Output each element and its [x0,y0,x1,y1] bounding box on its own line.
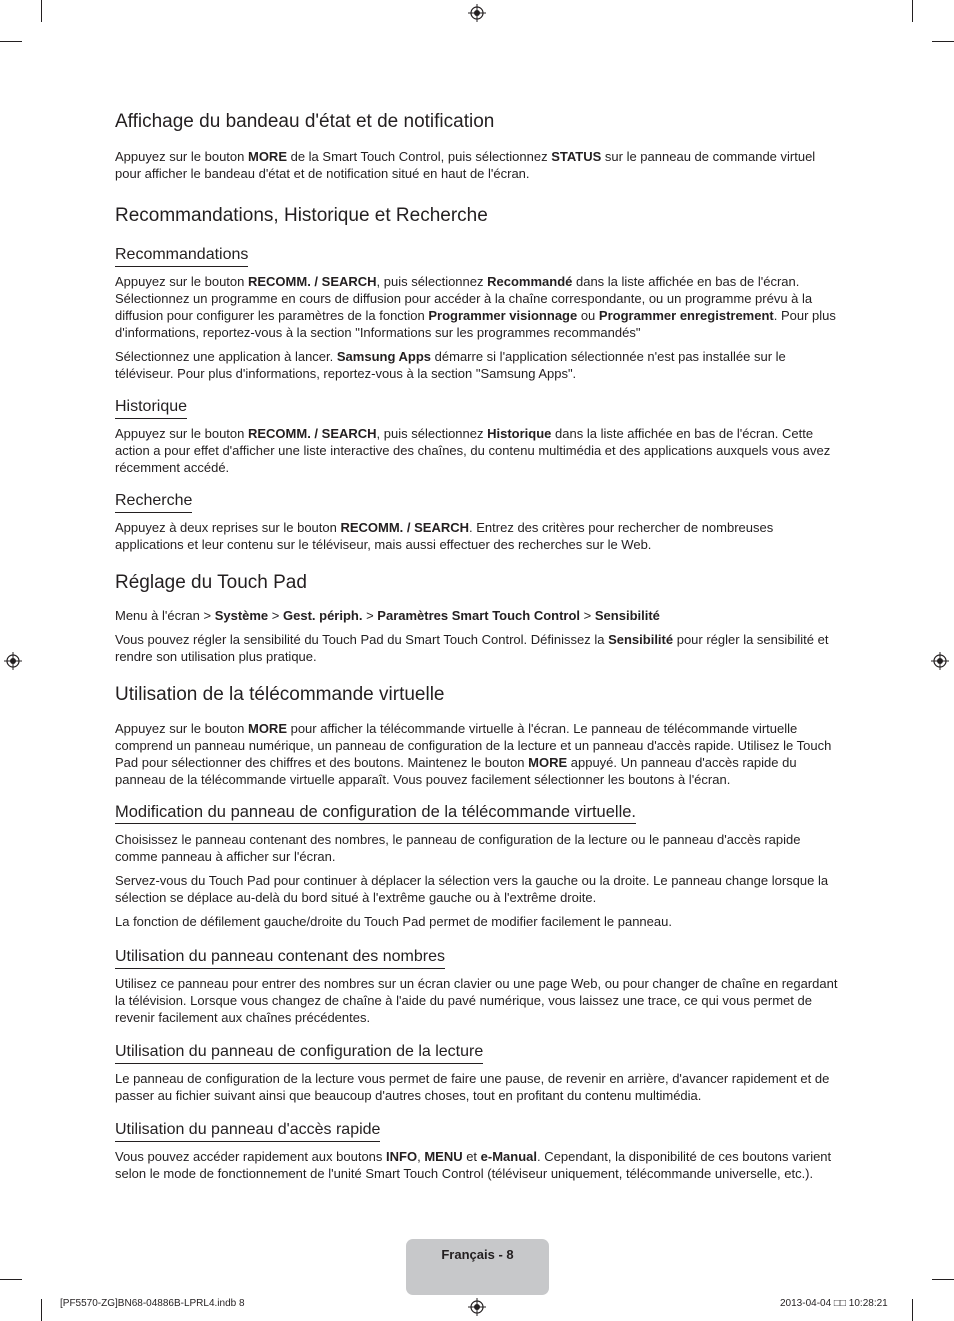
subsection-title-recommandations: Recommandations [115,244,248,267]
crop-mark [41,1299,42,1321]
registration-mark-icon [468,1298,486,1316]
modification-paragraph-3: La fonction de défilement gauche/droite du Touch Pad permet de modifier facilement le panneau. [115,914,672,929]
registration-mark-icon [468,4,486,22]
modification-paragraph-1: Choisissez le panneau contenant des nombres, le panneau de configuration de la lecture ou le panneau d'accès rapide comme panneau à afficher sur l'écran. [115,832,801,864]
touchpad-menu-path: Menu à l'écran > Système > Gest. périph. > Paramètres Smart Touch Control > Sensibilité [115,608,660,623]
crop-mark [932,41,954,42]
registration-mark-icon [931,652,949,670]
lecture-paragraph: Le panneau de configuration de la lecture vous permet de faire une pause, de revenir en arrière, d'avancer rapidement et de passer au fichier suivant ainsi que beaucoup d'autres choses, tout en profitant du contenu multimédia. [115,1071,830,1103]
page-number-label: Français - 8 [441,1247,514,1262]
crop-mark [0,1279,22,1280]
historique-paragraph: Appuyez sur le bouton RECOMM. / SEARCH, puis sélectionnez Historique dans la liste affichée en bas de l'écran. Cette action a pour effet d'afficher une liste interactive des chaînes, du contenu multimédia et des applications auxquels vous avez récemment accédé. [115,426,831,475]
rapide-paragraph: Vous pouvez accéder rapidement aux boutons INFO, MENU et e-Manual. Cependant, la disponibilité de ces boutons varient selon le mode de fonctionnement de l'unité Smart Touch Control (téléviseur uniquement, télécommande universelle, etc.). [115,1149,832,1181]
print-slug-right: 2013-04-04 □□ 10:28:21 [780,1298,888,1309]
crop-mark [912,1299,913,1321]
subsection-title-recherche: Recherche [115,490,192,513]
registration-mark-icon [4,652,22,670]
modification-paragraph-2: Servez-vous du Touch Pad pour continuer à déplacer la sélection vers la gauche ou la droite. Le panneau change lorsque la sélection se déplace au-delà du bord situé à l'extrême gauche ou à l'extrême droite. [115,873,829,905]
crop-mark [912,0,913,22]
crop-mark [0,41,22,42]
section-title-recommandations: Recommandations, Historique et Recherche [115,205,488,226]
subsection-title-rapide: Utilisation du panneau d'accès rapide [115,1119,380,1142]
subsection-title-modification: Modification du panneau de configuration de la télécommande virtuelle. [115,801,636,824]
print-slug-left: [PF5570-ZG]BN68-04886B-LPRL4.indb 8 [60,1298,245,1309]
subsection-title-historique: Historique [115,396,187,419]
recherche-paragraph: Appuyez à deux reprises sur le bouton RECOMM. / SEARCH. Entrez des critères pour rechercher de nombreuses applications et leur contenu sur le téléviseur, mais aussi effectuer des recherches sur le Web. [115,520,774,552]
crop-mark [41,0,42,22]
virtuelle-paragraph: Appuyez sur le bouton MORE pour afficher la télécommande virtuelle à l'écran. Le panneau de télécommande virtuelle comprend un panneau numérique, un panneau de configuration de la lecture et un panneau d'accès rapide. Utilisez le Touch Pad pour sélectionner des chiffres et des boutons. Maintenez le bouton MORE appuyé. Un panneau d'accès rapide du panneau de la télécommande virtuelle apparaît. Vous pouvez facilement sélectionner les boutons à l'écran. [115,721,832,787]
status-paragraph: Appuyez sur le bouton MORE de la Smart Touch Control, puis sélectionnez STATUS sur le panneau de commande virtuel pour afficher le bandeau d'état et de notification situé en haut de l'écran. [115,149,816,181]
page-content [115,108,839,1182]
recommandations-paragraph-1: Appuyez sur le bouton RECOMM. / SEARCH, puis sélectionnez Recommandé dans la liste affichée en bas de l'écran. Sélectionnez un programme en cours de diffusion pour accéder à la chaîne correspondante, ou un programme prévu à la diffusion pour configurer les paramètres de la fonction Programmer visionnage ou Programmer enregistrement. Pour plus d'informations, reportez-vous à la section "Informations sur les programmes recommandés" [115,274,836,340]
section-title-status: Affichage du bandeau d'état et de notification [115,111,495,132]
subsection-title-lecture: Utilisation du panneau de configuration de la lecture [115,1041,483,1064]
page-number-tab [406,1239,549,1295]
crop-mark [932,1279,954,1280]
subsection-title-nombres: Utilisation du panneau contenant des nombres [115,946,445,969]
section-title-virtuelle: Utilisation de la télécommande virtuelle [115,684,445,705]
recommandations-paragraph-2: Sélectionnez une application à lancer. Samsung Apps démarre si l'application sélectionnée n'est pas installée sur le téléviseur. Pour plus d'informations, reportez-vous à la section "Samsung Apps". [115,349,786,381]
nombres-paragraph: Utilisez ce panneau pour entrer des nombres sur un écran clavier ou une page Web, ou pour changer de chaîne en regardant la télévision. Lorsque vous changez de chaîne à l'aide du pavé numérique, vous laissez une trace, ce qui vous permet de revenir facilement aux chaînes précédentes. [115,976,838,1025]
section-title-touchpad: Réglage du Touch Pad [115,572,307,593]
touchpad-paragraph: Vous pouvez régler la sensibilité du Touch Pad du Smart Touch Control. Définissez la Sensibilité pour régler la sensibilité et rendre son utilisation plus pratique. [115,632,829,664]
